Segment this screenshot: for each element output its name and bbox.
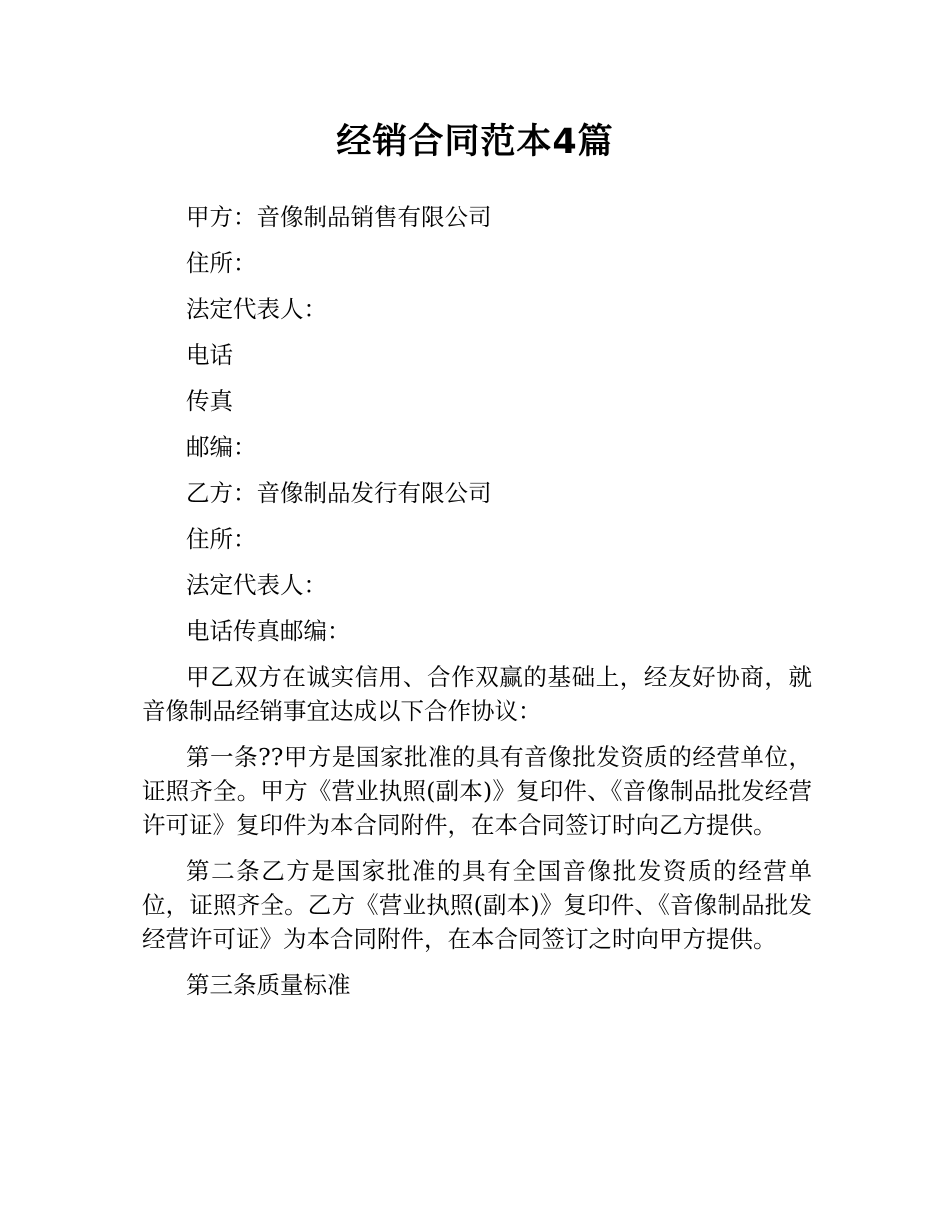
party-b-legal-representative: 法定代表人： xyxy=(186,571,327,599)
article-1: 第一条??甲方是国家批准的具有音像批发资质的经营单位，证照齐全。甲方《营业执照(副本)》复印件、《音像制品批发经营许可证》复印件为本合同附件，在本合同签订时向乙方提供。 xyxy=(142,743,812,839)
party-a-phone: 电话 xyxy=(186,341,233,369)
document-body xyxy=(142,200,812,1014)
party-a-legal-representative: 法定代表人： xyxy=(186,295,327,323)
article-2: 第二条乙方是国家批准的具有全国音像批发资质的经营单位，证照齐全。乙方《营业执照(副本)》复印件、《音像制品批发经营许可证》为本合同附件，在本合同签订之时向甲方提供。 xyxy=(142,857,812,953)
party-a-fax: 传真 xyxy=(186,387,233,415)
agreement-intro: 甲乙双方在诚实信用、合作双赢的基础上，经友好协商，就音像制品经销事宜达成以下合作协议： xyxy=(142,663,812,725)
party-b-contact: 电话传真邮编： xyxy=(186,617,351,645)
document-title: 经销合同范本4篇 xyxy=(336,122,614,162)
article-3-heading: 第三条质量标准 xyxy=(186,971,351,999)
party-b-name: 乙方：音像制品发行有限公司 xyxy=(186,479,492,507)
party-a-name: 甲方：音像制品销售有限公司 xyxy=(186,203,492,231)
party-a-address: 住所： xyxy=(186,249,257,277)
party-b-address: 住所： xyxy=(186,525,257,553)
party-a-postcode: 邮编： xyxy=(186,433,257,461)
